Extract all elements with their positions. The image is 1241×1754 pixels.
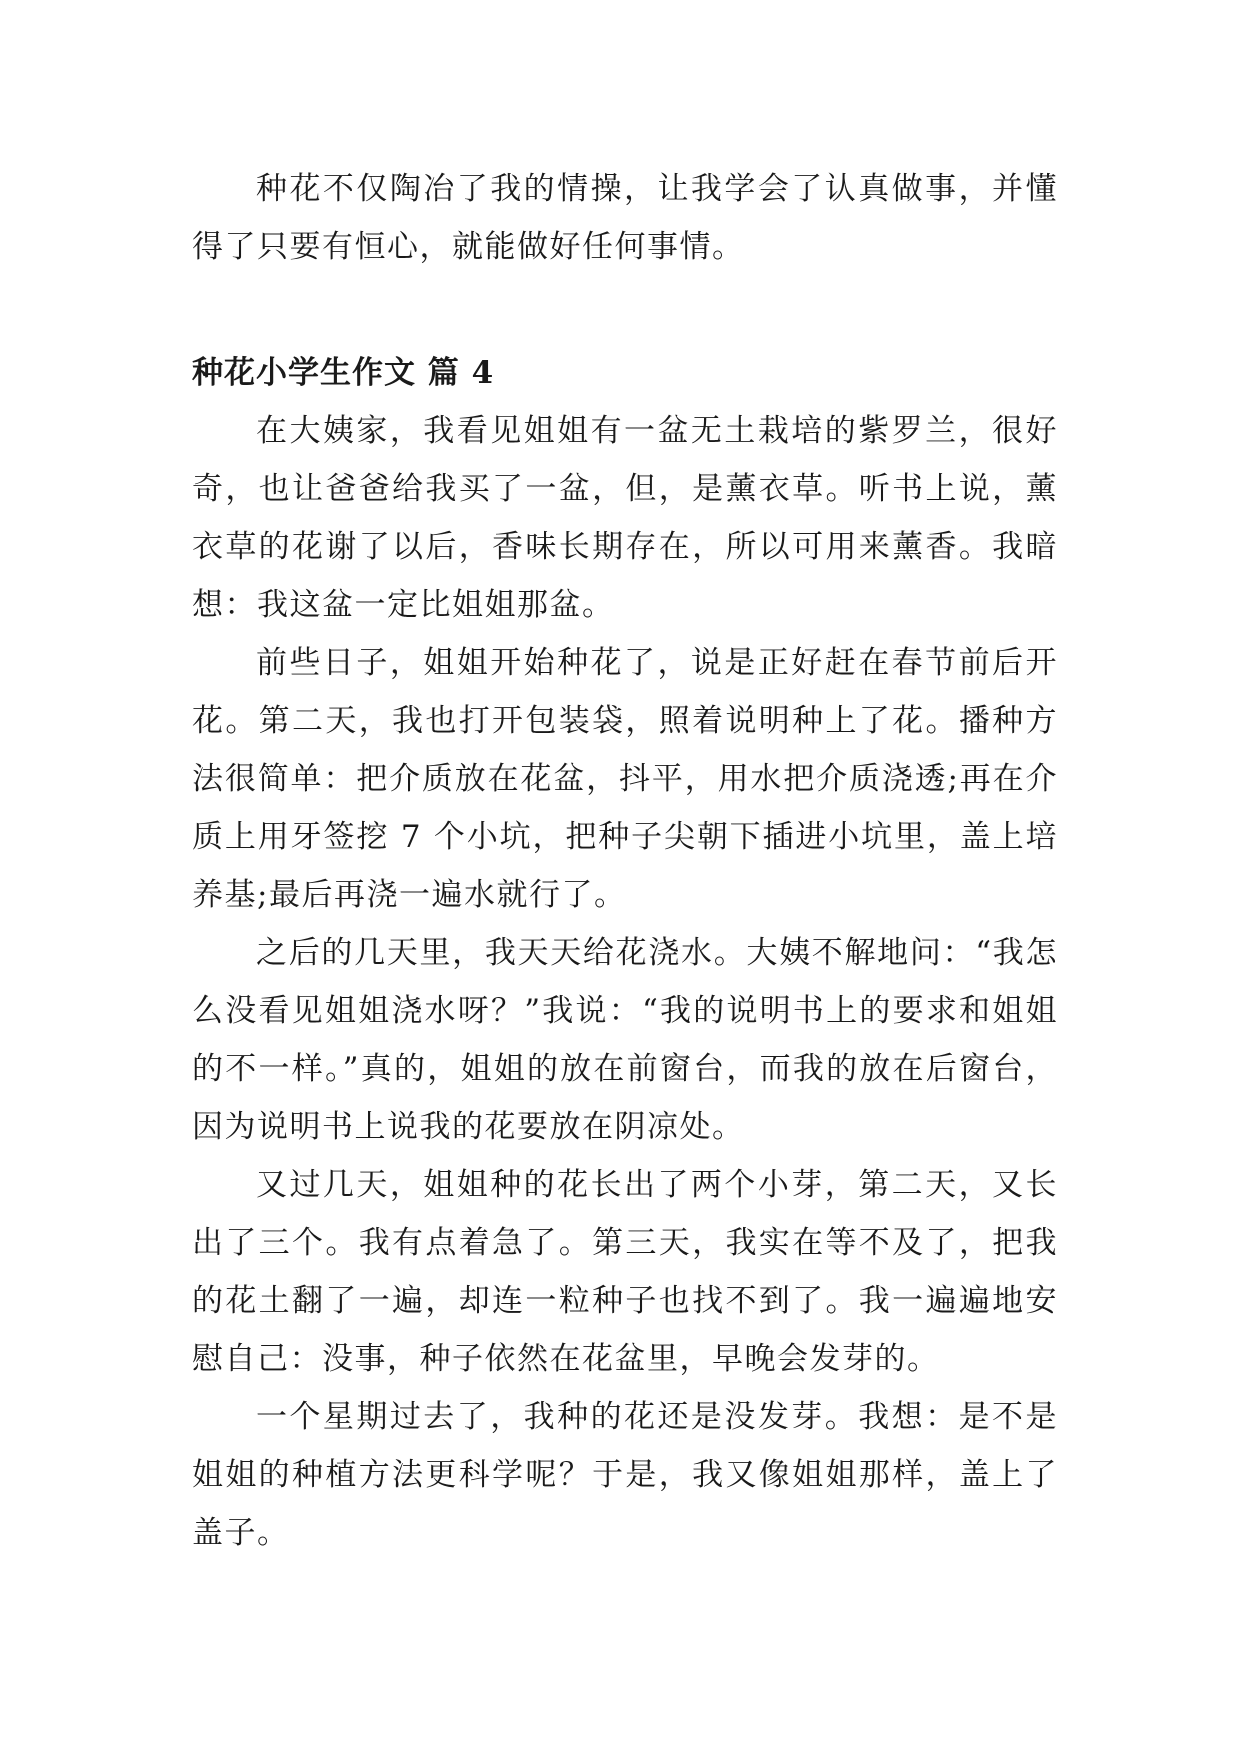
paragraph-2: 前些日子，姐姐开始种花了，说是正好赶在春节前后开花。第二天，我也打开包装袋，照着说明种上了花。播种方法很简单：把介质放在花盆，抖平，用水把介质浇透;再在介质上用牙签挖 7 个小坑，把种子尖朝下插进小坑里，盖上培养基;最后再浇一遍水就行了。 [192,645,1058,913]
paragraph-5: 一个星期过去了，我种的花还是没发芽。我想：是不是姐姐的种植方法更科学呢？于是，我又像姐姐那样，盖上了盖子。 [192,1399,1058,1551]
section-spacer [192,276,1058,344]
paragraph-1: 在大姨家，我看见姐姐有一盆无土栽培的紫罗兰，很好奇，也让爸爸给我买了一盆，但，是薰衣草。听书上说，薰衣草的花谢了以后，香味长期存在，所以可用来薰香。我暗想：我这盆一定比姐姐那盆。 [192,413,1058,623]
document-body [192,160,1058,1562]
paragraph-3: 之后的几天里，我天天给花浇水。大姨不解地问：“我怎么没看见姐姐浇水呀？”我说：“我的说明书上的要求和姐姐的不一样。”真的，姐姐的放在前窗台，而我的放在后窗台，因为说明书上说我的花要放在阴凉处。 [192,935,1058,1145]
section-title: 种花小学生作文 篇 4 [192,355,495,391]
paragraph-4: 又过几天，姐姐种的花长出了两个小芽，第二天，又长出了三个。我有点着急了。第三天，我实在等不及了，把我的花土翻了一遍，却连一粒种子也找不到了。我一遍遍地安慰自己：没事，种子依然在花盆里，早晚会发芽的。 [192,1167,1058,1377]
intro-paragraph: 种花不仅陶冶了我的情操，让我学会了认真做事，并懂得了只要有恒心，就能做好任何事情。 [192,171,1058,265]
